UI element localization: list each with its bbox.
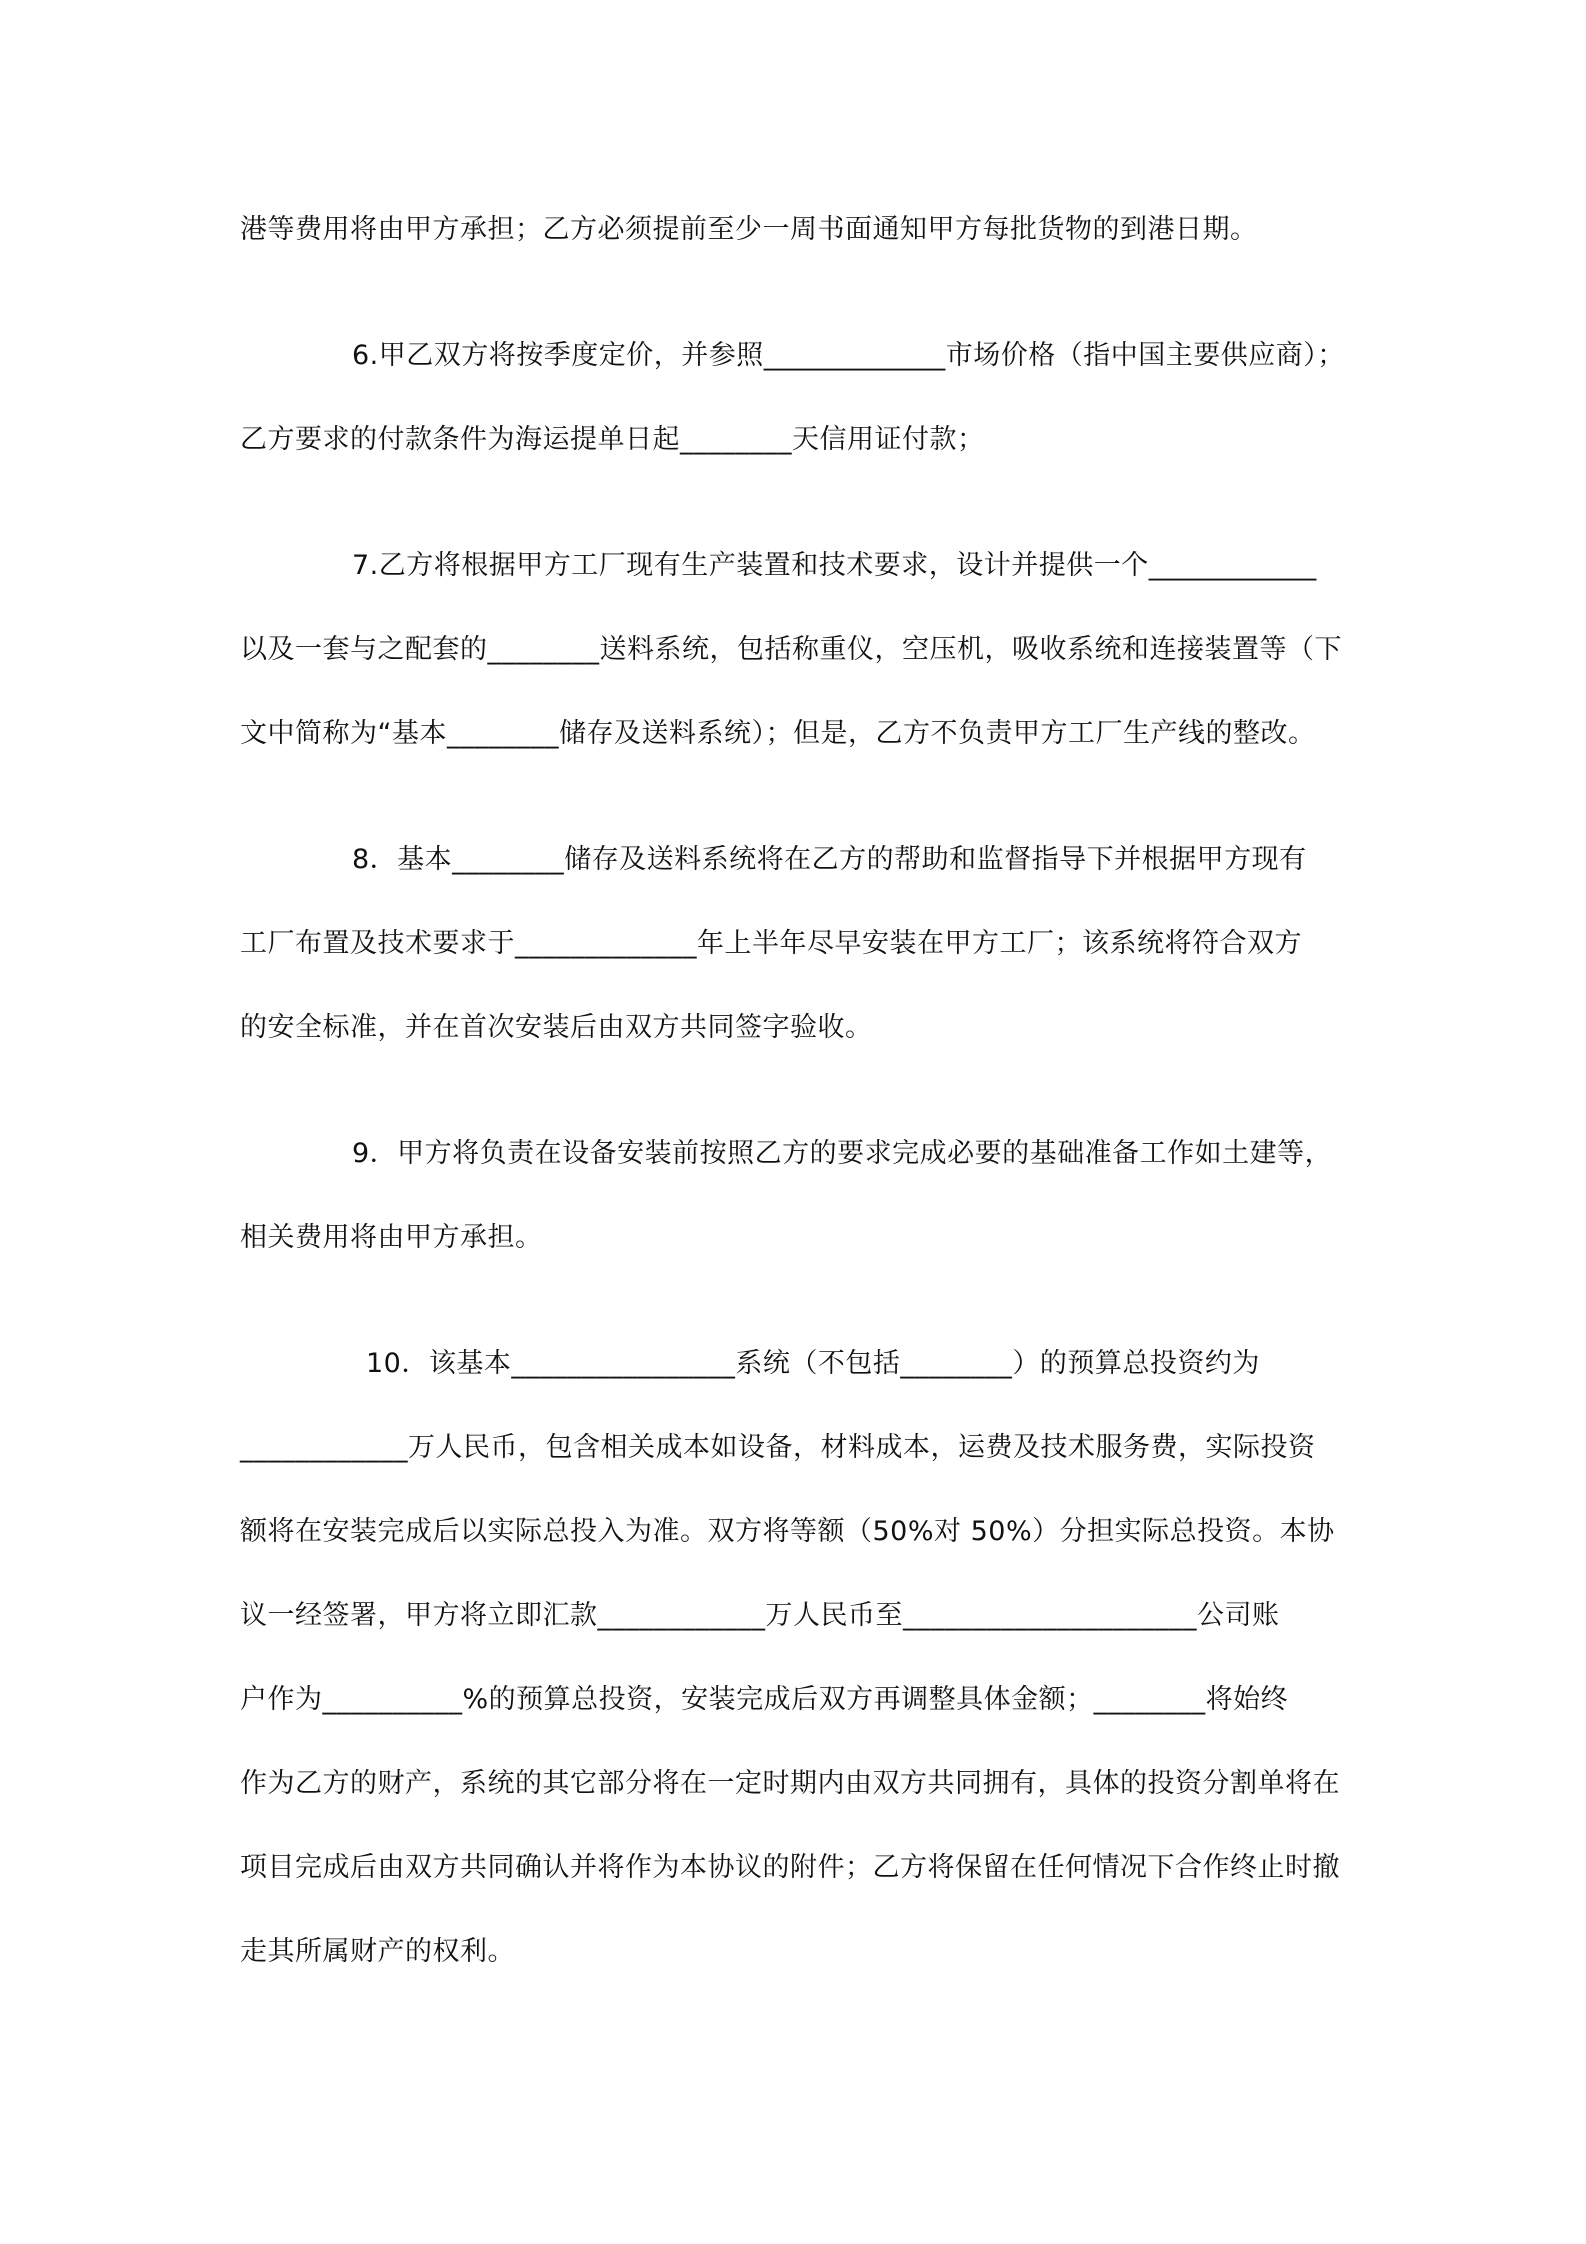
paragraph-9-line-1: 9．甲方将负责在设备安装前按照乙方的要求完成必要的基础准备工作如土建等， <box>352 1138 1333 1169</box>
paragraph-6-line-1: 6.甲乙双方将按季度定价，并参照_____________市场价格（指中国主要供应商）； <box>352 340 1345 371</box>
paragraph-7-line-3: 文中简称为“基本________储存及送料系统）；但是，乙方不负责甲方工厂生产线的整改。 <box>240 718 1316 749</box>
paragraph-5-line-2: 港等费用将由甲方承担；乙方必须提前至少一周书面通知甲方每批货物的到港日期。 <box>240 214 1258 245</box>
paragraph-6-line-2: 乙方要求的付款条件为海运提单日起________天信用证付款； <box>240 424 985 455</box>
paragraph-10-line-8: 走其所属财产的权利。 <box>240 1936 515 1967</box>
paragraph-8-line-2: 工厂布置及技术要求于_____________年上半年尽早安装在甲方工厂；该系统将符合双方 <box>240 928 1302 959</box>
paragraph-9-line-2: 相关费用将由甲方承担。 <box>240 1222 543 1253</box>
paragraph-8-line-3: 的安全标准，并在首次安装后由双方共同签字验收。 <box>240 1012 873 1043</box>
paragraph-10-line-5: 户作为__________%的预算总投资，安装完成后双方再调整具体金额；________将始终 <box>240 1684 1289 1715</box>
paragraph-10-line-4: 议一经签署，甲方将立即汇款____________万人民币至_____________________公司账 <box>240 1600 1280 1631</box>
paragraph-7-line-1: 7.乙方将根据甲方工厂现有生产装置和技术要求，设计并提供一个____________ <box>352 550 1317 581</box>
paragraph-10-line-7: 项目完成后由双方共同确认并将作为本协议的附件；乙方将保留在任何情况下合作终止时撤 <box>240 1852 1340 1883</box>
paragraph-7-line-2: 以及一套与之配套的________送料系统，包括称重仪，空压机，吸收系统和连接装置等（下 <box>240 634 1342 665</box>
paragraph-10-line-2: ____________万人民币，包含相关成本如设备，材料成本，运费及技术服务费，实际投资 <box>240 1432 1316 1463</box>
paragraph-8-line-1: 8．基本________储存及送料系统将在乙方的帮助和监督指导下并根据甲方现有 <box>352 844 1307 875</box>
paragraph-10-line-6: 作为乙方的财产，系统的其它部分将在一定时期内由双方共同拥有，具体的投资分割单将在 <box>240 1768 1340 1799</box>
paragraph-10-line-1: 10．该基本________________系统（不包括________）的预算总投资约为 <box>366 1348 1260 1379</box>
paragraph-10-line-3: 额将在安装完成后以实际总投入为准。双方将等额（50%对 50%）分担实际总投资。本协 <box>240 1516 1335 1547</box>
